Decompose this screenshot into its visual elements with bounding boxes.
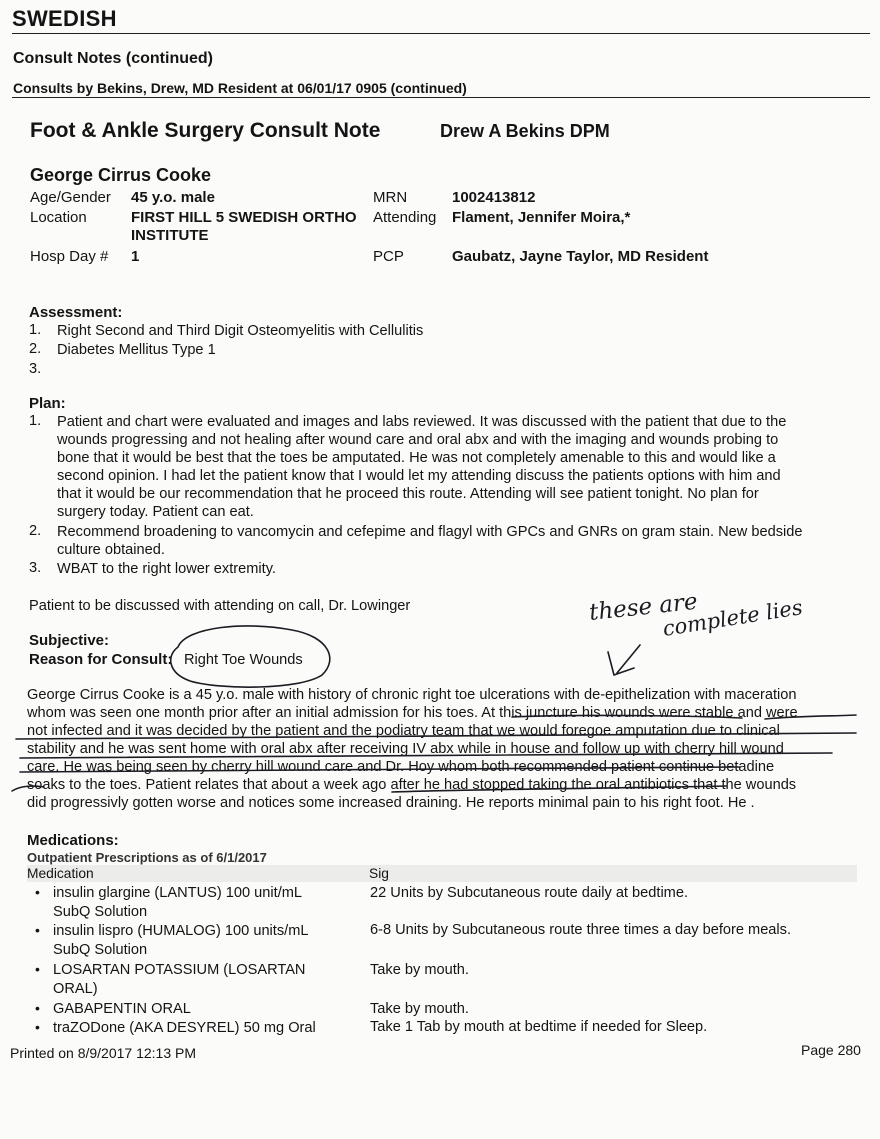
medications-heading: Medications: xyxy=(27,832,119,849)
med-name: SubQ Solution xyxy=(53,904,148,920)
med-name: ORAL) xyxy=(53,981,98,997)
pcp-value: Gaubatz, Jayne Taylor, MD Resident xyxy=(452,248,709,265)
med-sig: Take by mouth. xyxy=(370,1001,469,1017)
med-bullet: • xyxy=(35,961,40,977)
plan-line: surgery today. Patient can eat. xyxy=(57,504,254,520)
age-gender-label: Age/Gender xyxy=(30,189,111,206)
mrn-value: 1002413812 xyxy=(452,189,536,206)
subjective-line: whom was seen one month prior after an initial admission for his toes. At this juncture his wounds were stable and were xyxy=(27,705,798,721)
pcp-label: PCP xyxy=(373,248,404,265)
consult-rule xyxy=(12,97,870,98)
assessment-num: 1. xyxy=(29,322,42,338)
subjective-line: stability and he was sent home with oral abx after receiving IV abx while in house and follow up with cherry hill wound xyxy=(27,741,784,757)
med-bullet: • xyxy=(35,1000,40,1016)
med-sig: 6-8 Units by Subcutaneous route three times a day before meals. xyxy=(370,922,792,938)
note-title: Foot & Ankle Surgery Consult Note xyxy=(30,119,381,142)
plan-line: culture obtained. xyxy=(57,542,165,558)
plan-discussion: Patient to be discussed with attending on call, Dr. Lowinger xyxy=(29,598,411,614)
location-value-line1: FIRST HILL 5 SWEDISH ORTHO xyxy=(131,209,357,226)
printed-on: Printed on 8/9/2017 12:13 PM xyxy=(10,1045,197,1061)
reason-label: Reason for Consult: xyxy=(29,651,173,668)
plan-line: that it would be our recommendation that he proceed this route. Attending will see patient tonight. No plan for xyxy=(57,486,759,502)
med-bullet: • xyxy=(35,1019,40,1035)
plan-num: 1. xyxy=(29,413,42,429)
note-author: Drew A Bekins DPM xyxy=(440,121,610,141)
subjective-line: George Cirrus Cooke is a 45 y.o. male with history of chronic right toe ulcerations with de-epithelization with maceration xyxy=(27,687,797,703)
handwritten-note-line2: complete lies xyxy=(661,595,805,641)
medications-subheading: Outpatient Prescriptions as of 6/1/2017 xyxy=(27,850,267,865)
page-number: Page 280 xyxy=(801,1042,861,1058)
reason-value: Right Toe Wounds xyxy=(184,652,303,668)
hosp-day-value: 1 xyxy=(131,248,140,265)
plan-line: WBAT to the right lower extremity. xyxy=(57,561,276,577)
consult-line: Consults by Bekins, Drew, MD Resident at 06/01/17 0905 (continued) xyxy=(13,80,467,96)
plan-line: second opinion. I had let the patient know that I would let my attending discuss the patients options with him and xyxy=(57,468,781,484)
plan-line: bone that it would be best that the toes be amputated. He was not completely amenable to this and would like a xyxy=(57,450,776,466)
subjective-heading: Subjective: xyxy=(29,632,110,649)
med-name: traZODone (AKA DESYREL) 50 mg Oral xyxy=(53,1020,316,1036)
subjective-line: care. He was being seen by cherry hill wound care and Dr. Hoy whom both recommended patient continue betadine xyxy=(27,759,775,775)
arrow-mark xyxy=(608,645,640,675)
assessment-item: Diabetes Mellitus Type 1 xyxy=(57,342,216,358)
plan-line: wounds progressing and not healing after wound care and oral abx and with the imaging and wounds probing to xyxy=(57,432,779,448)
med-name: GABAPENTIN ORAL xyxy=(53,1001,191,1017)
med-name: SubQ Solution xyxy=(53,942,148,958)
med-sig: 22 Units by Subcutaneous route daily at bedtime. xyxy=(370,885,689,901)
swedish-logo: SWEDISH xyxy=(12,6,117,31)
med-name: insulin lispro (HUMALOG) 100 units/mL xyxy=(53,923,309,939)
assessment-num: 2. xyxy=(29,341,42,357)
assessment-item: Right Second and Third Digit Osteomyelitis with Cellulitis xyxy=(57,323,424,339)
location-value-line2: INSTITUTE xyxy=(131,227,209,244)
age-gender-value: 45 y.o. male xyxy=(131,189,215,206)
subjective-line: not infected and it was decided by the patient and the podiatry team that we would foregoe amputation due to clinical xyxy=(27,723,780,739)
med-bullet: • xyxy=(35,884,40,900)
plan-line: Patient and chart were evaluated and images and labs reviewed. It was discussed with the patient that due to the xyxy=(57,414,787,430)
mrn-label: MRN xyxy=(373,189,408,206)
subjective-line: soaks to the toes. Patient relates that about a week ago after he had stopped taking the oral antibiotics that the wounds xyxy=(27,777,797,793)
assessment-heading: Assessment: xyxy=(29,304,123,321)
col-sig: Sig xyxy=(369,866,389,881)
med-sig: Take 1 Tab by mouth at bedtime if needed for Sleep. xyxy=(370,1019,708,1035)
hosp-day-label: Hosp Day # xyxy=(30,248,109,265)
col-medication: Medication xyxy=(27,866,94,881)
med-sig: Take by mouth. xyxy=(370,962,469,978)
plan-line: Recommend broadening to vancomycin and cefepime and flagyl with GPCs and GNRs on gram stain. New bedside xyxy=(57,524,803,540)
attending-label: Attending xyxy=(373,209,437,226)
medications-table-header xyxy=(27,865,857,882)
plan-num: 3. xyxy=(29,560,42,576)
assessment-num: 3. xyxy=(29,361,42,377)
header-rule xyxy=(12,33,870,34)
plan-heading: Plan: xyxy=(29,395,66,412)
patient-name: George Cirrus Cooke xyxy=(30,165,212,185)
handwritten-note-line1: these are xyxy=(587,588,699,626)
section-title: Consult Notes (continued) xyxy=(13,50,213,67)
subjective-line: did progressivly gotten worse and notices some increased draining. He reports minimal pain to his right foot. He . xyxy=(27,795,755,811)
med-name: insulin glargine (LANTUS) 100 unit/mL xyxy=(53,885,303,901)
plan-num: 2. xyxy=(29,523,42,539)
location-label: Location xyxy=(30,209,87,226)
med-bullet: • xyxy=(35,922,40,938)
attending-value: Flament, Jennifer Moira,* xyxy=(452,209,631,226)
med-name: LOSARTAN POTASSIUM (LOSARTAN xyxy=(53,962,306,978)
